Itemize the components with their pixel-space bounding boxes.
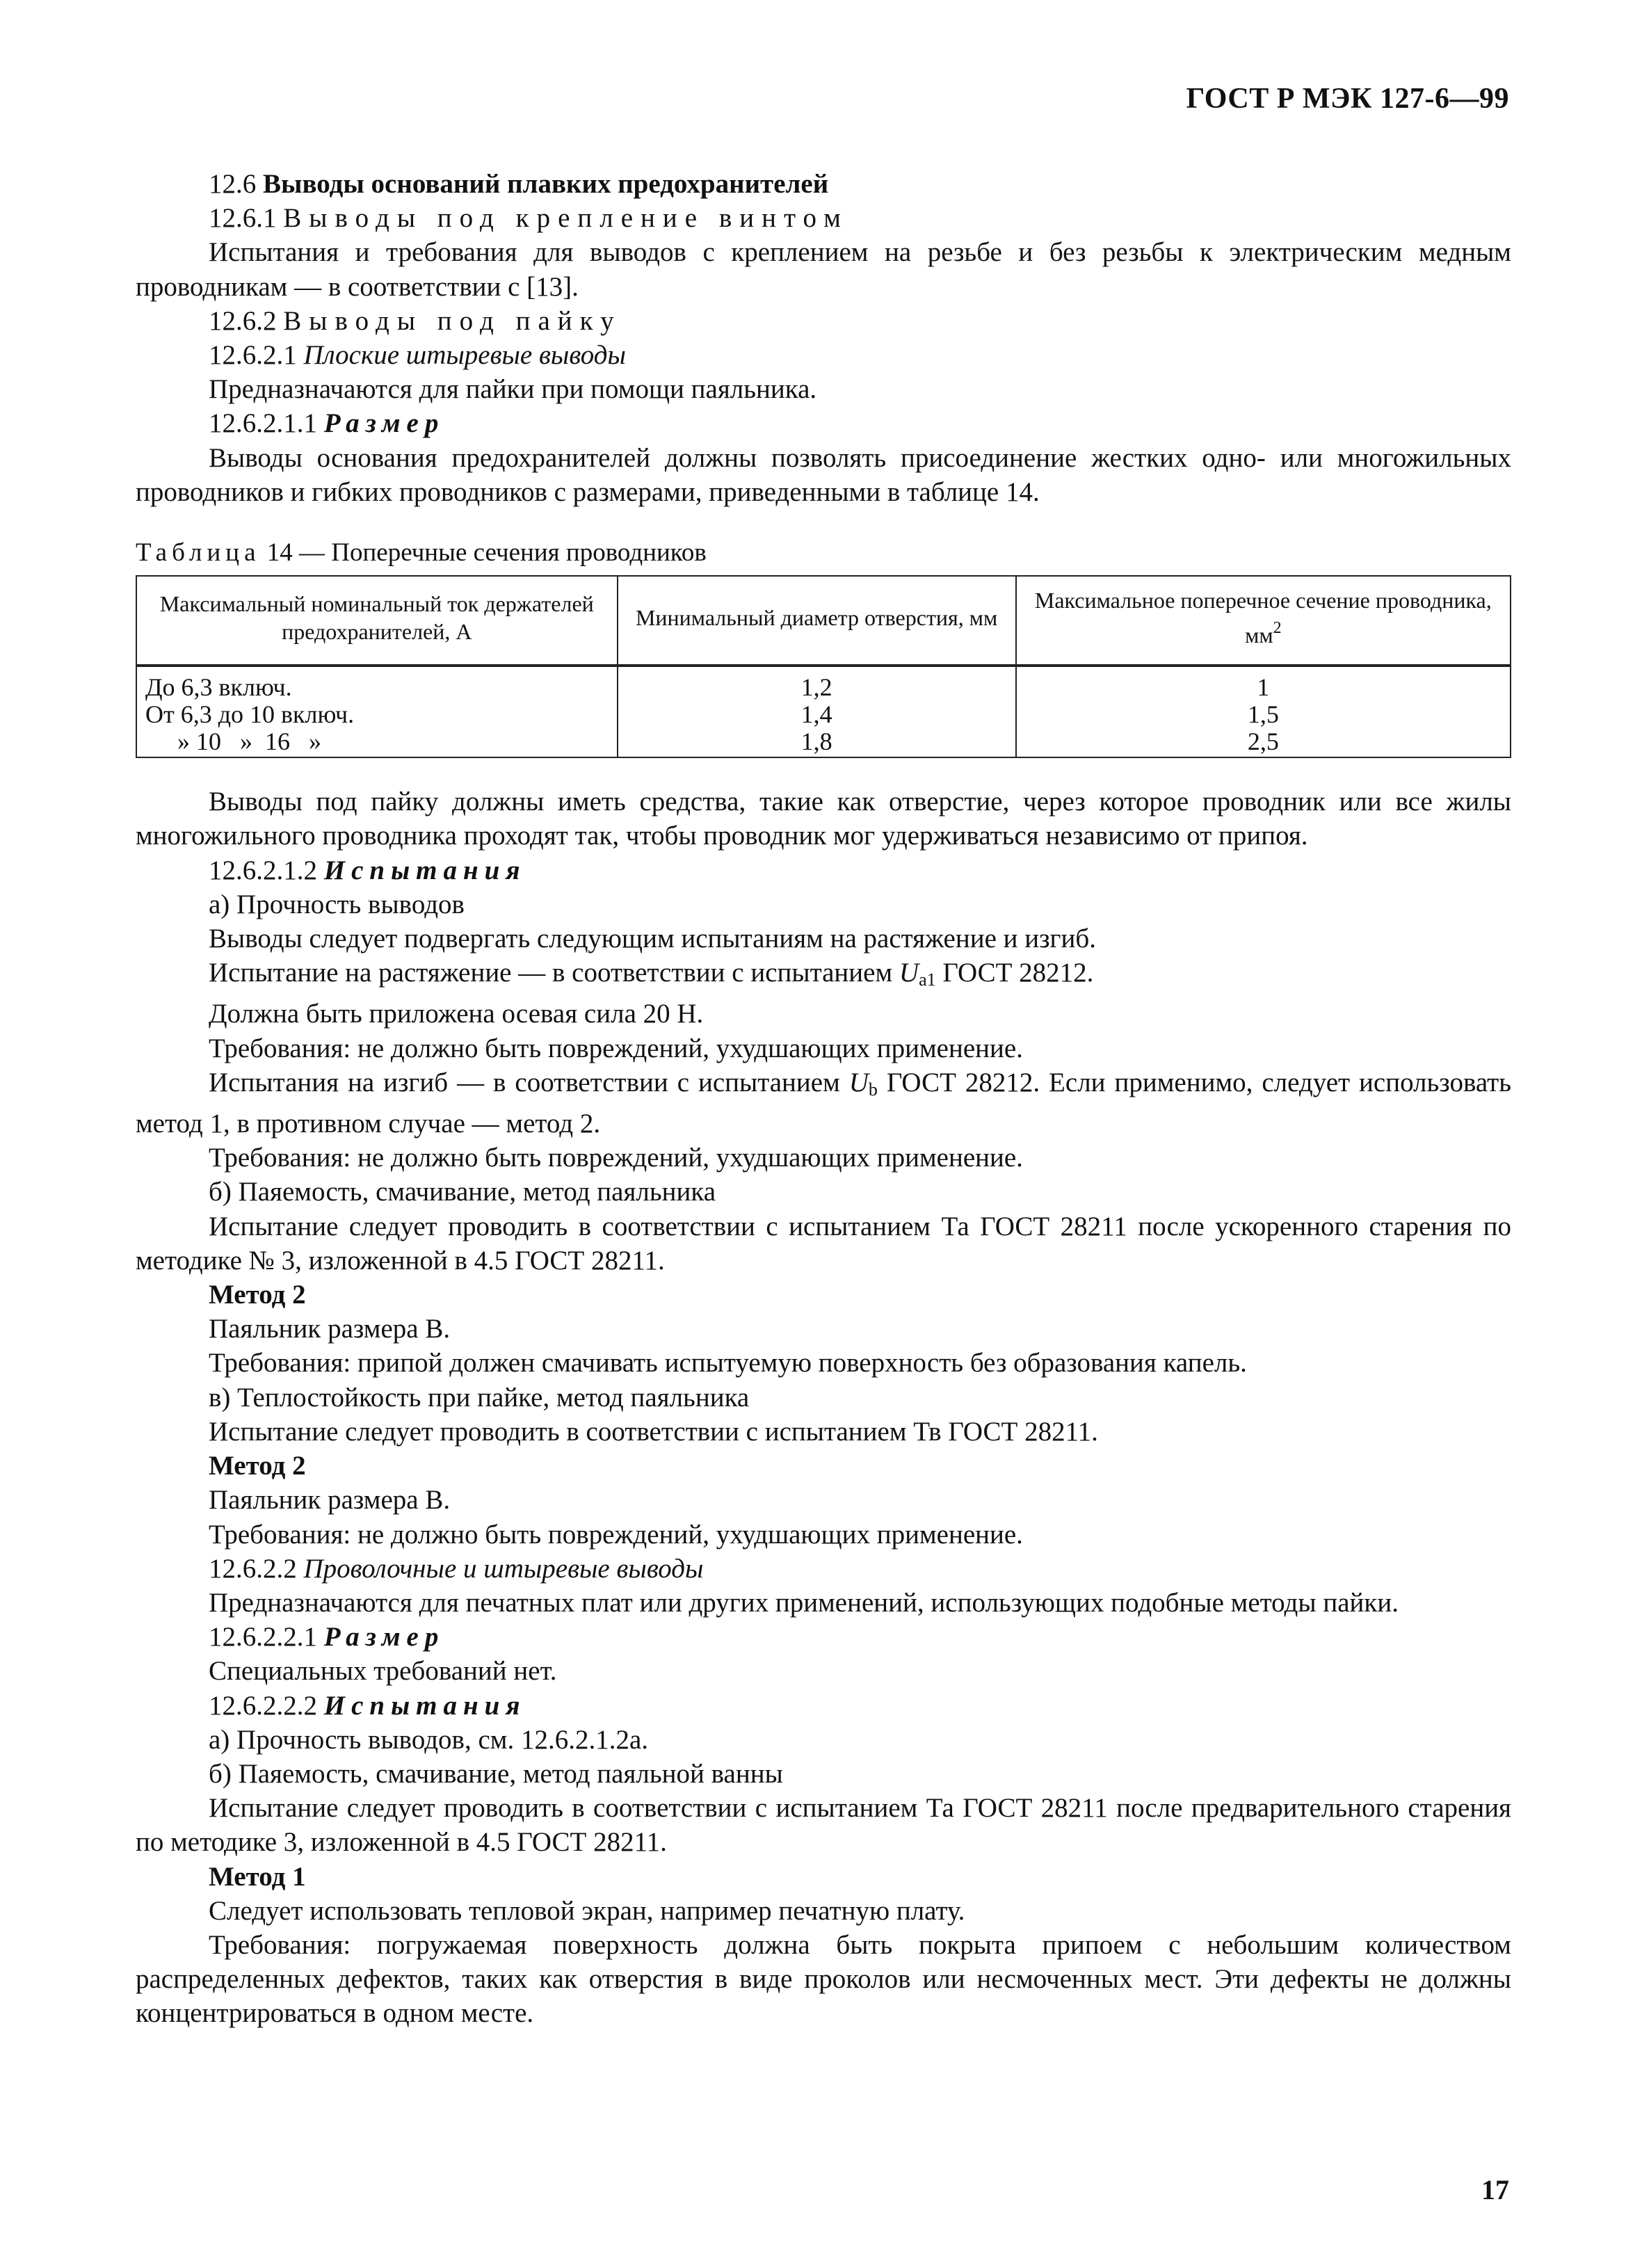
paragraph: Специальных требований нет. xyxy=(209,1656,557,1687)
method-heading: Метод 1 xyxy=(209,1861,306,1892)
section-number: 12.6.2 xyxy=(209,305,277,336)
section-title: Размер xyxy=(323,408,445,439)
table-cell: 1,4 xyxy=(618,701,1016,728)
section-heading-12-6 xyxy=(136,167,1511,201)
section-title: Проволочные и штыревые выводы xyxy=(303,1553,704,1584)
page-content xyxy=(136,167,1511,2031)
text-fragment: ГОСТ 28212. Если применимо, следует использовать метод 1, в противном случае — метод 2. xyxy=(136,1067,1512,1139)
section-number: 12.6.2.2.1 xyxy=(209,1622,317,1652)
paragraph: Выводы следует подвергать следующим испытаниям на растяжение и изгиб. xyxy=(209,924,1096,954)
column-header-max-section xyxy=(1016,576,1511,666)
column-header-min-diameter: Минимальный диаметр отверстия, мм xyxy=(618,576,1016,666)
table-cell: 2,5 xyxy=(1016,728,1511,757)
paragraph: Предназначаются для пайки при помощи паяльника. xyxy=(209,374,817,405)
paragraph: Испытание следует проводить в соответствии с испытанием Та ГОСТ 28211 после ускоренного старения по методике № 3, изложенной в 4.5 ГОСТ 28211. xyxy=(136,1211,1511,1276)
subscript: b xyxy=(868,1079,878,1100)
section-number: 12.6.2.2.2 xyxy=(209,1690,317,1721)
paragraph: Требования: не должно быть повреждений, ухудшающих применение. xyxy=(209,1519,1023,1550)
paragraph: Паяльник размера В. xyxy=(209,1314,451,1344)
test-symbol: U xyxy=(899,958,919,988)
text-fragment: Испытания на изгиб — в соответствии с испытанием xyxy=(209,1067,840,1097)
list-item: в) Теплостойкость при пайке, метод паяльника xyxy=(209,1382,750,1413)
list-item: а) Прочность выводов xyxy=(209,889,465,919)
method-heading: Метод 2 xyxy=(209,1451,306,1481)
page-number: 17 xyxy=(1481,2174,1509,2205)
text-fragment: Испытание на растяжение — в соответствии с испытанием xyxy=(209,958,893,988)
section-number: 12.6.2.2 xyxy=(209,1553,297,1584)
section-heading-12-6-2-2 xyxy=(136,1552,1511,1586)
conductor-cross-section-table xyxy=(136,575,1511,758)
section-number: 12.6 xyxy=(209,169,257,199)
table-cell: 1 xyxy=(1016,666,1511,701)
table-caption-text: 14 — Поперечные сечения проводников xyxy=(266,538,707,568)
section-number: 12.6.1 xyxy=(209,203,277,234)
table-cell: 1,8 xyxy=(618,728,1016,757)
method-heading: Метод 2 xyxy=(209,1280,306,1310)
column-header-text: Максимальное поперечное сечение проводника, мм xyxy=(1034,588,1492,648)
paragraph: Следует использовать тепловой экран, например печатную плату. xyxy=(209,1895,965,1926)
paragraph: Предназначаются для печатных плат или других применений, использующих подобные методы пайки. xyxy=(209,1587,1399,1618)
list-item: а) Прочность выводов, см. 12.6.2.1.2а. xyxy=(209,1724,648,1755)
section-title: Испытания xyxy=(323,855,526,885)
table-row xyxy=(136,666,1511,701)
paragraph: Паяльник размера В. xyxy=(209,1485,451,1515)
table-row xyxy=(136,701,1511,728)
paragraph: Выводы основания предохранителей должны позволять присоединение жестких одно- или многожильных проводников и гибких проводников с размерами, приведенными в таблице 14. xyxy=(136,442,1511,507)
paragraph xyxy=(136,956,1511,997)
section-title: Размер xyxy=(323,1622,445,1652)
paragraph: Требования: погружаемая поверхность должна быть покрыта припоем с небольшим количеством распределенных дефектов, таких как отверстия в виде проколов или несмоченных мест. Эти дефекты не должны концентрироваться в одном месте. xyxy=(136,1929,1511,2029)
section-number: 12.6.2.1.1 xyxy=(209,408,317,439)
table-row xyxy=(136,728,1511,757)
section-heading-12-6-2-1 xyxy=(136,338,1511,372)
section-number: 12.6.2.1 xyxy=(209,340,297,371)
test-symbol: U xyxy=(848,1067,869,1097)
table-header-row xyxy=(136,576,1511,666)
section-heading-12-6-2 xyxy=(136,304,1511,338)
paragraph: Испытания и требования для выводов с креплением на резьбе и без резьбы к электрическим медным проводникам — в соответствии с [13]. xyxy=(136,237,1511,302)
subscript: a1 xyxy=(919,970,936,990)
table-caption-label: Таблица xyxy=(136,538,261,568)
superscript: 2 xyxy=(1273,619,1282,638)
list-item: б) Паяемость, смачивание, метод паяльной ванны xyxy=(209,1758,783,1789)
document-code: ГОСТ Р МЭК 127-6—99 xyxy=(1186,83,1509,115)
section-heading-12-6-2-1-2 xyxy=(136,853,1511,887)
section-heading-12-6-1 xyxy=(136,201,1511,235)
section-heading-12-6-2-2-1 xyxy=(136,1620,1511,1654)
list-item: б) Паяемость, смачивание, метод паяльника xyxy=(209,1177,716,1207)
paragraph: Выводы под пайку должны иметь средства, такие как отверстие, через которое проводник или все жилы многожильного проводника проходят так, чтобы проводник мог удерживаться независимо от припоя. xyxy=(136,787,1511,851)
section-title: Плоские штыревые выводы xyxy=(303,340,626,371)
column-header-max-current: Максимальный номинальный ток держателей предохранителей, А xyxy=(136,576,618,666)
table-cell: От 6,3 до 10 включ. xyxy=(136,701,618,728)
paragraph: Должна быть приложена осевая сила 20 Н. xyxy=(209,999,704,1029)
table-cell: До 6,3 включ. xyxy=(136,666,618,701)
paragraph: Испытание следует проводить в соответствии с испытанием Тв ГОСТ 28211. xyxy=(209,1416,1098,1447)
paragraph: Испытание следует проводить в соответствии с испытанием Та ГОСТ 28211 после предварительного старения по методике 3, изложенной в 4.5 ГОСТ 28211. xyxy=(136,1793,1511,1858)
paragraph: Требования: припой должен смачивать испытуемую поверхность без образования капель. xyxy=(209,1348,1247,1378)
table-cell: 1,2 xyxy=(618,666,1016,701)
section-heading-12-6-2-2-2 xyxy=(136,1689,1511,1723)
section-title: Выводы под пайку xyxy=(283,305,622,336)
table-caption xyxy=(136,536,1511,570)
section-title: Испытания xyxy=(323,1690,526,1721)
table-cell: » 10 » 16 » xyxy=(136,728,618,757)
paragraph xyxy=(136,1065,1511,1141)
section-title: Выводы оснований плавких предохранителей xyxy=(263,169,829,199)
section-title: Выводы под крепление винтом xyxy=(283,203,848,234)
paragraph: Требования: не должно быть повреждений, ухудшающих применение. xyxy=(209,1143,1023,1173)
table-cell: 1,5 xyxy=(1016,701,1511,728)
paragraph: Требования: не должно быть повреждений, ухудшающих применение. xyxy=(209,1033,1023,1063)
text-fragment: ГОСТ 28212. xyxy=(942,958,1094,988)
section-heading-12-6-2-1-1 xyxy=(136,406,1511,440)
section-number: 12.6.2.1.2 xyxy=(209,855,317,885)
